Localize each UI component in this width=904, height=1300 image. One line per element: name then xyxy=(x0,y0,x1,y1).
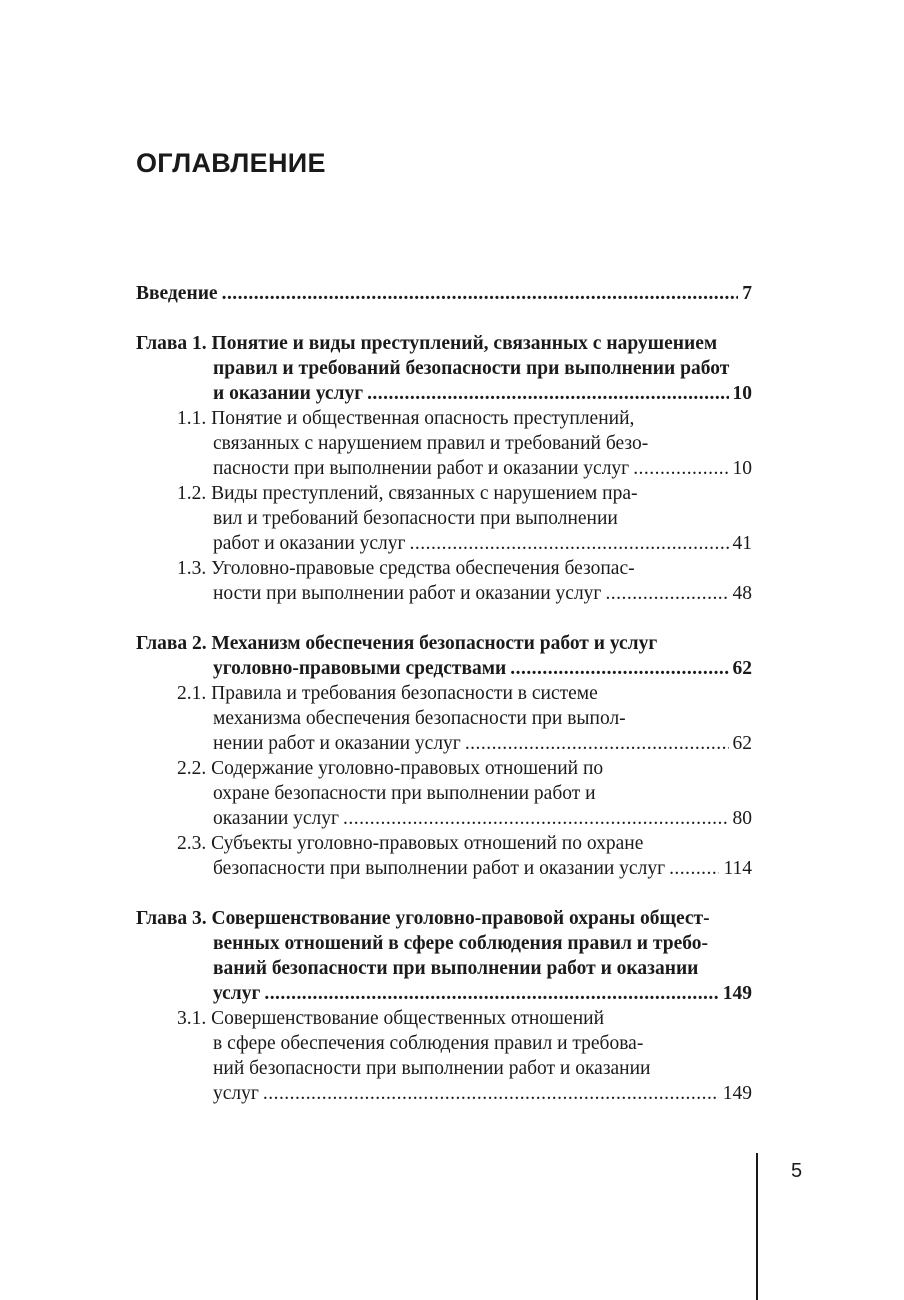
toc-chapter-1[interactable] xyxy=(136,331,752,406)
section-title-line: 1.3. Уголовно-правовые средства обеспечения безопас- xyxy=(177,558,635,579)
toc-page-number: 7 xyxy=(742,283,752,304)
section-title-line: нении работ и оказании услуг xyxy=(213,733,461,754)
chapter-title-line: ваний безопасности при выполнении работ и оказании xyxy=(213,958,699,979)
chapter-title-line: Глава 2. Механизм обеспечения безопасности работ и услуг xyxy=(136,633,658,654)
toc-section-2-3[interactable] xyxy=(136,831,752,881)
section-title-line: охране безопасности при выполнении работ и xyxy=(213,783,596,804)
toc-page-number: 10 xyxy=(732,383,752,404)
toc-section-1-2[interactable] xyxy=(136,481,752,556)
dot-leader xyxy=(263,1081,719,1106)
toc-section-1-1[interactable] xyxy=(136,406,752,481)
chapter-title-line: уголовно-правовыми средствами xyxy=(213,658,507,679)
toc-chapter-3[interactable] xyxy=(136,906,752,1006)
section-title-line: в сфере обеспечения соблюдения правил и требова- xyxy=(213,1033,644,1054)
section-title-line: связанных с нарушением правил и требований безо- xyxy=(213,433,649,454)
toc-section-1-3[interactable] xyxy=(136,556,752,606)
toc-section-3-1[interactable] xyxy=(136,1006,752,1106)
toc-page-number: 80 xyxy=(732,808,752,829)
chapter-title-line: и оказании услуг xyxy=(213,383,364,404)
section-title-line: 1.1. Понятие и общественная опасность преступлений, xyxy=(177,408,635,429)
section-title-line: 2.1. Правила и требования безопасности в системе xyxy=(177,683,598,704)
dot-leader xyxy=(410,531,729,556)
toc-chapter-2[interactable] xyxy=(136,631,752,681)
dot-leader xyxy=(605,581,728,606)
section-title-line: услуг xyxy=(213,1083,259,1104)
section-title-line: механизма обеспечения безопасности при выпол- xyxy=(213,708,626,729)
dot-leader xyxy=(264,981,718,1006)
page-number: 5 xyxy=(791,1160,803,1182)
toc-page-number: 149 xyxy=(722,983,752,1004)
dot-leader xyxy=(222,281,739,306)
section-title-line: работ и оказании услуг xyxy=(213,533,406,554)
toc-page-number: 41 xyxy=(732,533,752,554)
dot-leader xyxy=(343,806,728,831)
chapter-title-line: правил и требований безопасности при выполнении работ xyxy=(213,358,730,379)
toc-page-number: 62 xyxy=(732,733,752,754)
toc-page-number: 149 xyxy=(722,1083,752,1104)
chapter-title-line: венных отношений в сфере соблюдения правил и требо- xyxy=(213,933,708,954)
toc-section-2-2[interactable] xyxy=(136,756,752,831)
section-title-line: ности при выполнении работ и оказании услуг xyxy=(213,583,602,604)
table-of-contents xyxy=(136,281,752,1106)
chapter-title-line: Глава 1. Понятие и виды преступлений, связанных с нарушением xyxy=(136,333,718,354)
toc-page-number: 48 xyxy=(732,583,752,604)
section-title-line: вил и требований безопасности при выполнении xyxy=(213,508,618,529)
section-title-line: 2.3. Субъекты уголовно-правовых отношений по охране xyxy=(177,833,644,854)
dot-leader xyxy=(465,731,729,756)
chapter-title-line: услуг xyxy=(213,983,261,1004)
dot-leader xyxy=(633,456,728,481)
section-title-line: безопасности при выполнении работ и оказании услуг xyxy=(213,858,666,879)
dot-leader xyxy=(669,856,719,881)
section-title-line: оказании услуг xyxy=(213,808,340,829)
page-title: ОГЛАВЛЕНИЕ xyxy=(136,148,326,178)
section-title-line: ний безопасности при выполнении работ и оказании xyxy=(213,1058,651,1079)
dot-leader xyxy=(367,381,728,406)
section-title-line: 1.2. Виды преступлений, связанных с нарушением пра- xyxy=(177,483,638,504)
section-title-line: 2.2. Содержание уголовно-правовых отношений по xyxy=(177,758,604,779)
toc-page-number: 62 xyxy=(732,658,752,679)
chapter-title-line: Глава 3. Совершенствование уголовно-правовой охраны общест- xyxy=(136,908,710,929)
toc-section-2-1[interactable] xyxy=(136,681,752,756)
margin-rule xyxy=(756,1153,758,1300)
section-title-line: пасности при выполнении работ и оказании услуг xyxy=(213,458,630,479)
dot-leader xyxy=(510,656,728,681)
toc-page-number: 10 xyxy=(732,458,752,479)
section-title-line: 3.1. Совершенствование общественных отношений xyxy=(177,1008,605,1029)
toc-entry-title: Введение xyxy=(136,283,218,304)
toc-page-number: 114 xyxy=(723,858,752,879)
toc-entry-intro[interactable] xyxy=(136,281,752,306)
